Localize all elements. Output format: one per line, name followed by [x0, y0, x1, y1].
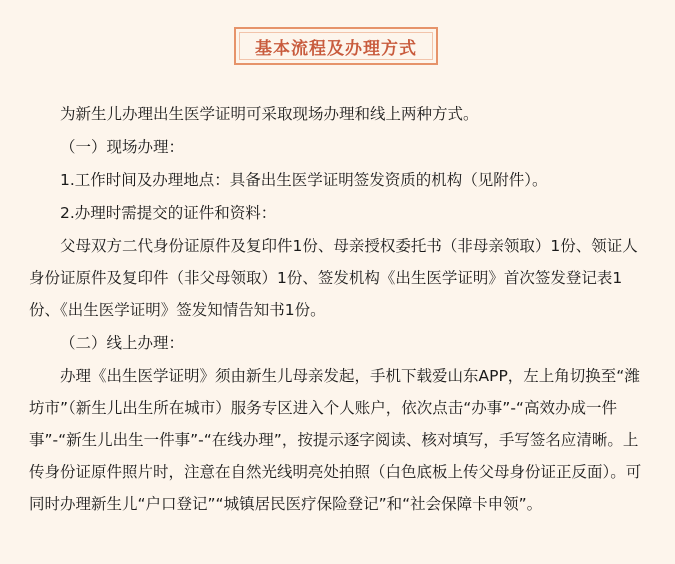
online-paragraph: 办理《出生医学证明》须由新生儿母亲发起，手机下载爱山东APP，左上角切换至“潍坊市”（新生儿出生所在城市）服务专区进入个人账户，依次点击“办事”-“高效办成一件事”-“新生儿出生一件事”-“在线办理”，按提示逐字阅读、核对填写，手写签名应清晰。上传身份证原件照片时，注意在自然光线明亮处拍照（白色底板上传父母身份证正反面）。可同时办理新生儿“户口登记”“城镇居民医疗保险登记”和“社会保障卡申领”。	[29, 367, 642, 513]
documents-paragraph: 父母双方二代身份证原件及复印件1份、母亲授权委托书（非母亲领取）1份、领证人身份证原件及复印件（非父母领取）1份、签发机构《出生医学证明》首次签发登记表1份、《出生医学证明》签发知情告知书1份。	[29, 237, 638, 319]
onsite-item-1: 1.工作时间及办理地点：具备出生医学证明签发资质的机构（见附件）。	[60, 171, 548, 189]
onsite-item-2: 2.办理时需提交的证件和资料：	[60, 204, 277, 222]
article-body	[29, 98, 649, 521]
intro-paragraph: 为新生儿办理出生医学证明可采取现场办理和线上两种方式。	[60, 105, 479, 123]
section-title-box	[234, 27, 438, 65]
online-heading: （二）线上办理：	[60, 334, 185, 352]
onsite-heading: （一）现场办理：	[60, 138, 185, 156]
section-title: 基本流程及办理方式	[255, 38, 417, 59]
